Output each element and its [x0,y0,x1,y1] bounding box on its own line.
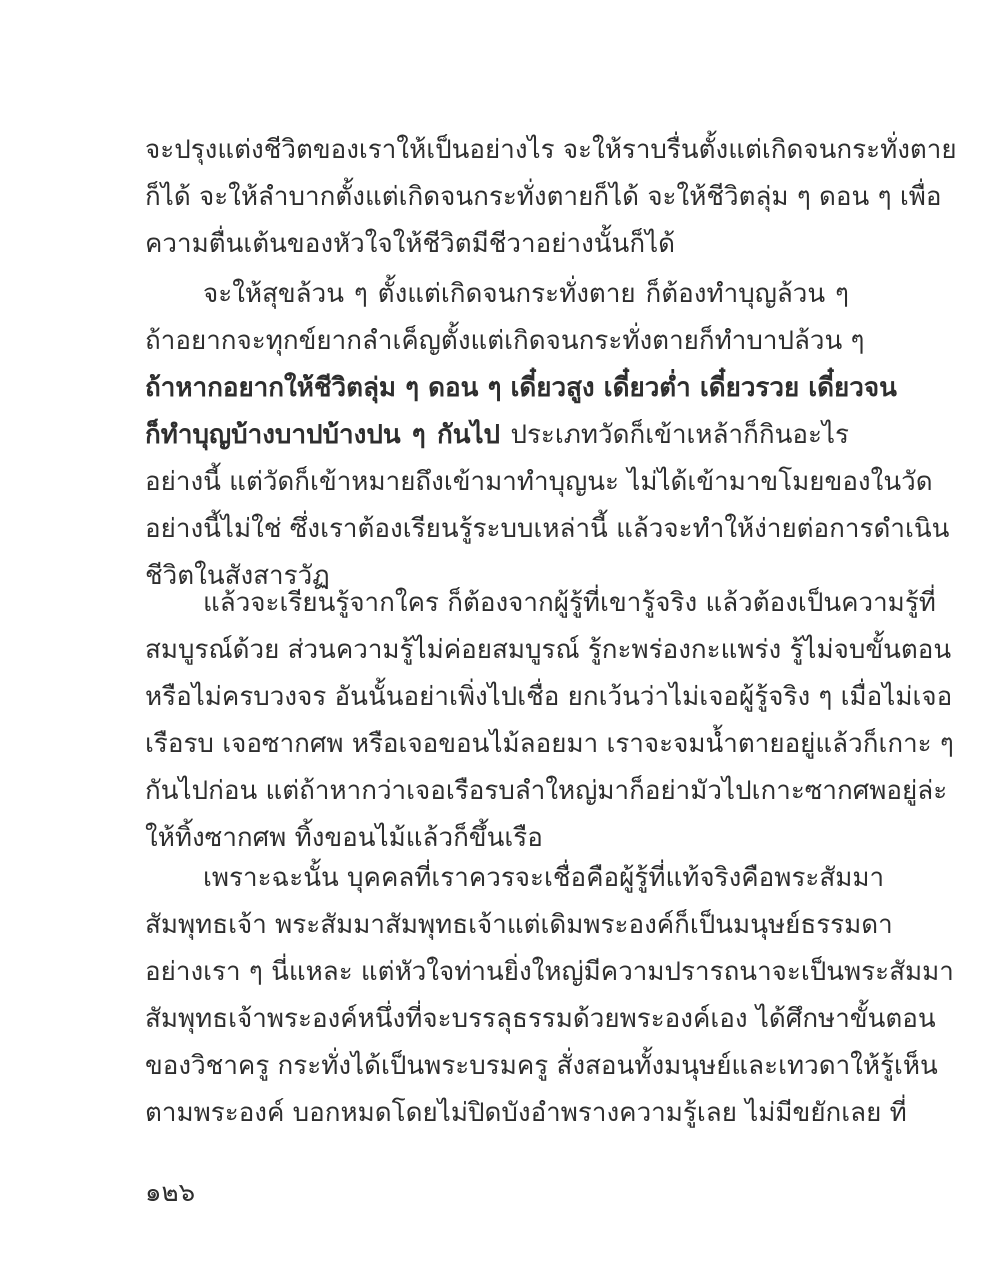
paragraph-line: สมบูรณ์ด้วย ส่วนความรู้ไม่ค่อยสมบูรณ์ รู้กะพร่องกะแพร่ง รู้ไม่จบขั้นตอน [145,635,952,665]
paragraph-line: อย่างนี้ไม่ใช่ ซึ่งเราต้องเรียนรู้ระบบเหล่านี้ แล้วจะทำให้ง่ายต่อการดำเนิน [145,514,950,544]
bold-phrase: ก็ทำบุญบ้างบาปบ้างปน ๆ กันไป [145,420,501,450]
paragraph-line: เรือรบ เจอซากศพ หรือเจอขอนไม้ลอยมา เราจะจมน้ำตายอยู่แล้วก็เกาะ ๆ [145,729,954,759]
paragraph-line: ของวิชาครู กระทั่งได้เป็นพระบรมครู สั่งสอนทั้งมนุษย์และเทวดาให้รู้เห็น [145,1051,938,1081]
paragraph-line: ก็ได้ จะให้ลำบากตั้งแต่เกิดจนกระทั่งตายก็ได้ จะให้ชีวิตลุ่ม ๆ ดอน ๆ เพื่อ [145,182,942,212]
paragraph-line: แล้วจะเรียนรู้จากใคร ก็ต้องจากผู้รู้ที่เขารู้จริง แล้วต้องเป็นความรู้ที่ [203,588,936,618]
paragraph-line: หรือไม่ครบวงจร อันนั้นอย่าเพิ่งไปเชื่อ ยกเว้นว่าไม่เจอผู้รู้จริง ๆ เมื่อไม่เจอ [145,682,953,712]
paragraph-line: เพราะฉะนั้น บุคคลที่เราควรจะเชื่อคือผู้รู้ที่แท้จริงคือพระสัมมา [203,863,885,893]
paragraph-line: จะให้สุขล้วน ๆ ตั้งแต่เกิดจนกระทั่งตาย ก็ต้องทำบุญล้วน ๆ [203,279,849,309]
paragraph-line: ให้ทิ้งซากศพ ทิ้งขอนไม้แล้วก็ขึ้นเรือ [145,823,543,853]
paragraph-line-mixed [145,412,849,459]
paragraph-line: จะปรุงแต่งชีวิตของเราให้เป็นอย่างไร จะให้ราบรื่นตั้งแต่เกิดจนกระทั่งตาย [145,135,957,165]
regular-phrase: ประเภทวัดก็เข้าเหล้าก็กินอะไร [500,420,849,450]
paragraph-line-bold: ถ้าหากอยากให้ชีวิตลุ่ม ๆ ดอน ๆ เดี๋ยวสูง เดี๋ยวต่ำ เดี๋ยวรวย เดี๋ยวจน [145,373,897,403]
paragraph-4 [145,855,954,1137]
paragraph-line: ชีวิตในสังสารวัฏ [145,561,330,591]
paragraph-line: ถ้าอยากจะทุกข์ยากลำเค็ญตั้งแต่เกิดจนกระทั่งตายก็ทำบาปล้วน ๆ [145,326,865,356]
page-number: ๑๒๖ [145,1178,196,1208]
paragraph-line: อย่างเรา ๆ นี่แหละ แต่หัวใจท่านยิ่งใหญ่มีความปรารถนาจะเป็นพระสัมมา [145,957,954,987]
paragraph-line: ตามพระองค์ บอกหมดโดยไม่ปิดบังอำพรางความรู้เลย ไม่มีขยักเลย ที่ [145,1098,907,1128]
paragraph-line: อย่างนี้ แต่วัดก็เข้าหมายถึงเข้ามาทำบุญนะ ไม่ได้เข้ามาขโมยของในวัด [145,467,933,497]
paragraph-2 [145,271,950,600]
paragraph-line: สัมพุทธเจ้าพระองค์หนึ่งที่จะบรรลุธรรมด้วยพระองค์เอง ได้ศึกษาขั้นตอน [145,1004,936,1034]
paragraph-line: ความตื่นเต้นของหัวใจให้ชีวิตมีชีวาอย่างนั้นก็ได้ [145,229,676,259]
paragraph-line: สัมพุทธเจ้า พระสัมมาสัมพุทธเจ้าแต่เดิมพระองค์ก็เป็นมนุษย์ธรรมดา [145,910,893,940]
paragraph-line: กันไปก่อน แต่ถ้าหากว่าเจอเรือรบลำใหญ่มาก็อย่ามัวไปเกาะซากศพอยู่ล่ะ [145,776,948,806]
paragraph-3 [145,580,954,862]
paragraph-1 [145,127,957,268]
